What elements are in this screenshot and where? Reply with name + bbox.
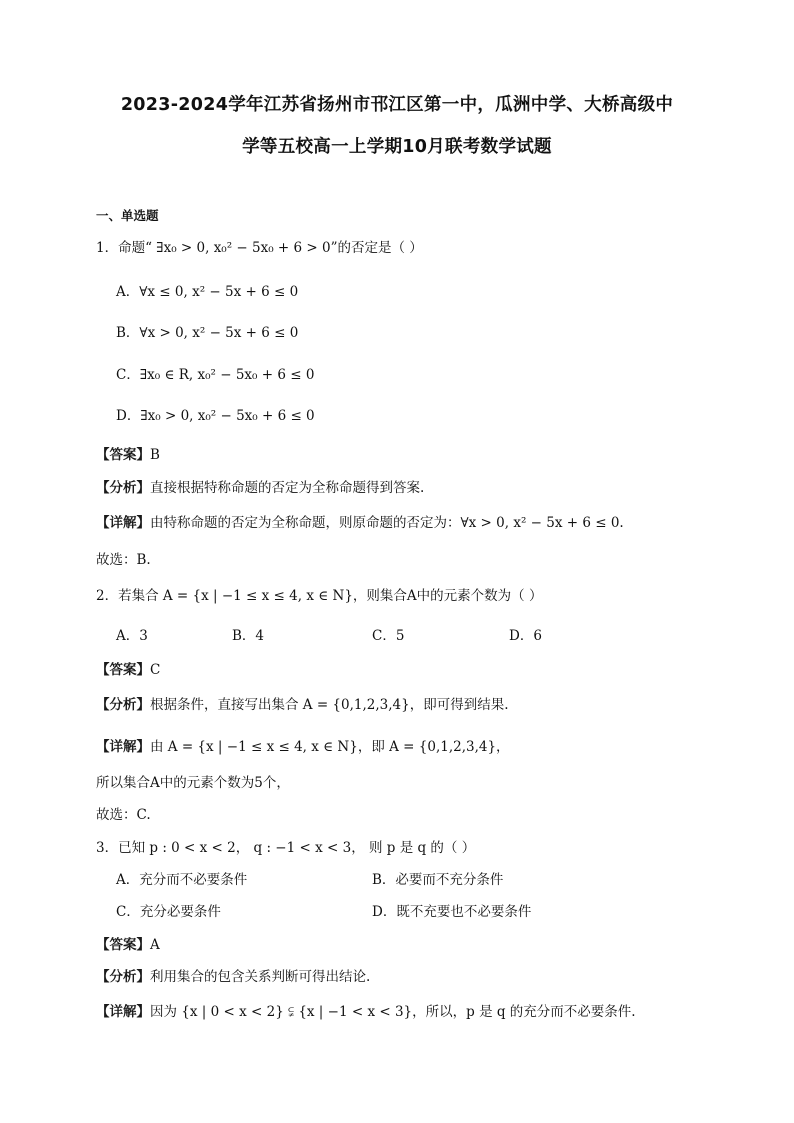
q2-answer: C xyxy=(150,662,161,678)
q3-option-a: A．充分而不必要条件 xyxy=(116,872,248,888)
q1-answer: B xyxy=(150,447,160,463)
q1-detail: 由特称命题的否定为全称命题，则原命题的否定为：∀x > 0, x² − 5x + 6 ≤ 0. xyxy=(150,515,624,531)
q1-option-c: C．∃x₀ ∈ R, x₀² − 5x₀ + 6 ≤ 0 xyxy=(116,367,315,383)
answer-tag: 【答案】 xyxy=(96,937,150,953)
q3-detail: 因为 {x | 0 < x < 2} ⫋ {x | −1 < x < 3}，所以，p 是 q 的充分而不必要条件. xyxy=(150,1004,636,1020)
q2-analysis-row xyxy=(96,693,509,713)
q1-answer-row xyxy=(96,443,160,463)
q2-detail: 由 A = {x | −1 ≤ x ≤ 4, x ∈ N}，即 A = {0,1,2,3,4}， xyxy=(150,739,510,755)
q3-option-b: B．必要而不充分条件 xyxy=(372,872,504,888)
q2-conclusion: 故选：C. xyxy=(96,807,151,823)
q3-answer-row xyxy=(96,933,160,953)
answer-tag: 【答案】 xyxy=(96,662,150,678)
q1-stem: 1．命题“ ∃x₀ > 0, x₀² − 5x₀ + 6 > 0”的否定是（ ） xyxy=(96,240,423,256)
q2-detail-line-2: 所以集合A中的元素个数为5个， xyxy=(96,775,290,791)
q2-option-a: A．3 xyxy=(116,628,148,644)
q3-stem: 3．已知 p : 0 < x < 2， q : −1 < x < 3， 则 p 是 q 的（ ） xyxy=(96,840,476,856)
q2-option-d: D．6 xyxy=(509,628,542,644)
document-title xyxy=(70,84,724,168)
q2-option-b: B．4 xyxy=(232,628,265,644)
analysis-tag: 【分析】 xyxy=(96,697,150,713)
q1-option-a: A．∀x ≤ 0, x² − 5x + 6 ≤ 0 xyxy=(116,284,299,300)
q1-option-b: B．∀x > 0, x² − 5x + 6 ≤ 0 xyxy=(116,325,299,341)
detail-tag: 【详解】 xyxy=(96,1004,150,1020)
title-line-2: 学等五校高一上学期10月联考数学试题 xyxy=(242,137,552,157)
q1-analysis: 直接根据特称命题的否定为全称命题得到答案. xyxy=(150,480,425,496)
q2-detail-row xyxy=(96,735,510,755)
title-line-1: 2023-2024学年江苏省扬州市邗江区第一中，瓜洲中学、大桥高级中 xyxy=(120,95,674,115)
q3-analysis-row xyxy=(96,965,370,985)
q2-option-c: C．5 xyxy=(372,628,405,644)
detail-tag: 【详解】 xyxy=(96,515,150,531)
answer-tag: 【答案】 xyxy=(96,447,150,463)
detail-tag: 【详解】 xyxy=(96,739,150,755)
q3-analysis: 利用集合的包含关系判断可得出结论. xyxy=(150,969,371,985)
q3-answer: A xyxy=(150,937,160,953)
q1-conclusion: 故选：B. xyxy=(96,552,151,568)
q3-detail-row xyxy=(96,1000,636,1020)
q3-option-d: D．既不充要也不必要条件 xyxy=(372,904,532,920)
analysis-tag: 【分析】 xyxy=(96,969,150,985)
analysis-tag: 【分析】 xyxy=(96,480,150,496)
q1-analysis-row xyxy=(96,476,424,496)
q2-analysis: 根据条件，直接写出集合 A = {0,1,2,3,4}，即可得到结果. xyxy=(150,697,509,713)
q2-answer-row xyxy=(96,658,160,678)
q1-detail-row xyxy=(96,511,624,531)
section-heading: 一、单选题 xyxy=(96,208,159,223)
q3-option-c: C．充分必要条件 xyxy=(116,904,221,920)
q1-option-d: D．∃x₀ > 0, x₀² − 5x₀ + 6 ≤ 0 xyxy=(116,408,315,424)
q2-stem: 2．若集合 A = {x | −1 ≤ x ≤ 4, x ∈ N}，则集合A中的元素个数为（ ） xyxy=(96,588,543,604)
